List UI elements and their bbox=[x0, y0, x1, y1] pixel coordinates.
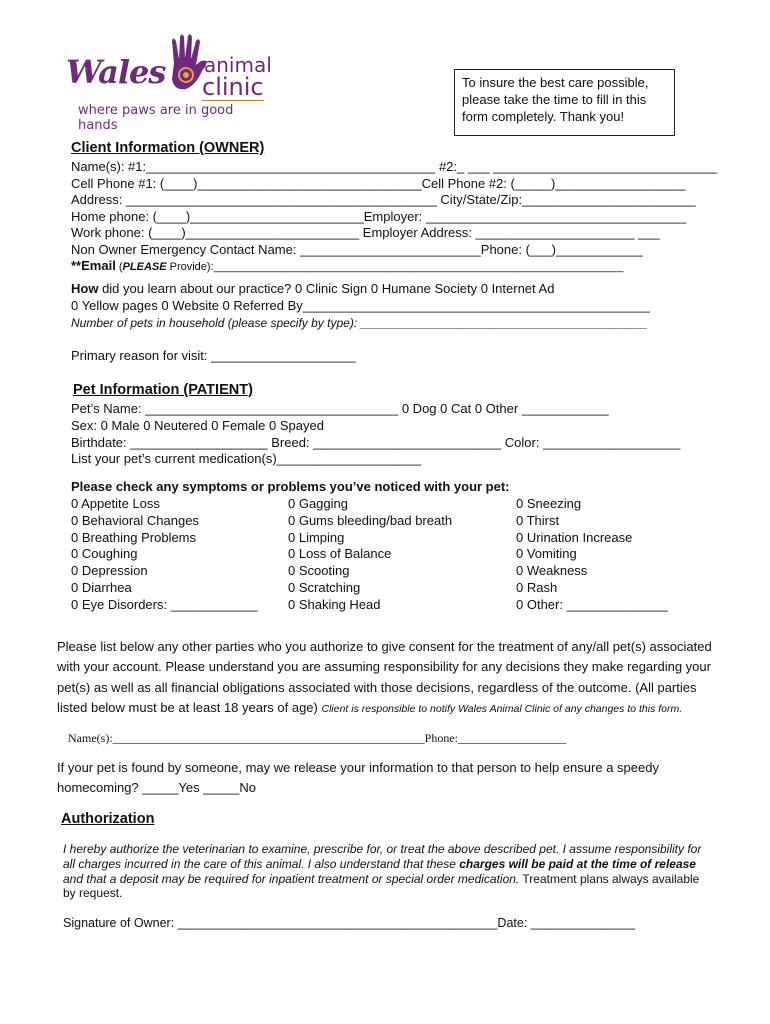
symptom-item[interactable]: 0 Scratching bbox=[288, 579, 361, 595]
email-note-open: ( bbox=[115, 261, 123, 273]
symptom-item[interactable]: 0 Thirst bbox=[516, 512, 560, 528]
instructions-box: To insure the best care possible, please take the time to fill in this form completely. Thank you! bbox=[454, 69, 675, 136]
pet-info-heading: Pet Information (PATIENT) bbox=[73, 382, 253, 398]
clinic-logo bbox=[62, 33, 272, 133]
referral-how: How bbox=[71, 281, 99, 296]
authorization-text-2: and that a deposit may be required for inpatient treatment or special order medication. bbox=[63, 871, 520, 886]
referral-options: did you learn about our practice? 0 Clinic Sign 0 Humane Society 0 Internet Ad bbox=[98, 281, 555, 296]
referral-question[interactable] bbox=[71, 281, 554, 298]
email-note-rest: Provide):___________________________________________________________________ bbox=[166, 261, 624, 273]
symptom-item[interactable]: 0 Weakness bbox=[516, 563, 588, 579]
client-info-heading: Client Information (OWNER) bbox=[71, 140, 265, 156]
emergency-contact-line[interactable]: Non Owner Emergency Contact Name: _________________________Phone: (___)____________ bbox=[71, 241, 643, 257]
symptom-item[interactable]: 0 Eye Disorders: ____________ bbox=[71, 596, 258, 612]
symptom-item[interactable]: 0 Loss of Balance bbox=[288, 546, 392, 562]
logo-clinic-text: clinic bbox=[202, 73, 264, 101]
symptom-item[interactable]: 0 Scooting bbox=[288, 563, 350, 579]
symptom-item[interactable]: 0 Other: ______________ bbox=[516, 596, 668, 612]
logo-tagline: where paws are in good hands bbox=[78, 103, 234, 133]
symptom-item[interactable]: 0 Limping bbox=[288, 529, 345, 545]
email-note-please: PLEASE bbox=[122, 261, 167, 273]
cell-phone-line[interactable]: Cell Phone #1: (____)_______________________________Cell Phone #2: (_____)__________________ bbox=[71, 175, 686, 191]
client-name-line[interactable]: Name(s): #1:________________________________________ #2:_ ___ _______________________________ bbox=[71, 159, 718, 174]
authorized-names-line[interactable]: Name(s):____________________________________________________Phone:__________________ bbox=[68, 731, 566, 745]
pet-medication-line[interactable]: List your pet’s current medication(s)____________________ bbox=[71, 451, 422, 466]
symptom-item[interactable]: 0 Gagging bbox=[288, 496, 348, 511]
symptoms-column-2 bbox=[288, 496, 452, 614]
symptom-item[interactable]: 0 Rash bbox=[516, 579, 558, 595]
symptom-item[interactable]: 0 Sneezing bbox=[516, 496, 582, 511]
symptom-item[interactable]: 0 Urination Increase bbox=[516, 529, 633, 545]
authorized-parties-note: Client is responsible to notify Wales Animal Clinic of any changes to this form. bbox=[321, 703, 683, 716]
symptoms-column-3 bbox=[516, 496, 668, 614]
work-phone-line[interactable]: Work phone: (____)________________________ Employer Address: ______________________ ___ bbox=[71, 225, 660, 240]
symptoms-heading: Please check any symptoms or problems you’ve noticed with your pet: bbox=[71, 479, 510, 494]
authorization-text bbox=[63, 842, 713, 901]
logo-animal-text: animal bbox=[204, 53, 272, 77]
primary-reason-line[interactable]: Primary reason for visit: ____________________ bbox=[71, 348, 356, 363]
symptom-item[interactable]: 0 Shaking Head bbox=[288, 596, 381, 612]
email-line[interactable] bbox=[71, 258, 624, 276]
symptom-item[interactable]: 0 Gums bleeding/bad breath bbox=[288, 512, 453, 528]
referral-options-line[interactable]: 0 Yellow pages 0 Website 0 Referred By________________________________________________ bbox=[71, 298, 650, 313]
symptom-item[interactable]: 0 Appetite Loss bbox=[71, 496, 160, 511]
authorization-text-3: Treatment plans always available by request. bbox=[63, 871, 700, 901]
pet-birthdate-line[interactable]: Birthdate: ___________________ Breed: __________________________ Color: ___________________ bbox=[71, 434, 681, 450]
authorized-parties-text: Please list below any other parties who you authorize to give consent for the treatment of any/all pet(s) associated with your account. Please understand you are assuming responsibility for any decisions they make regarding your pet(s) as well as all financial obligations associated with those decisions, regardless of the outcome. (All parties listed below must be at least 18 years of age) bbox=[57, 639, 712, 716]
logo-wales-text: Wales bbox=[66, 53, 166, 91]
symptom-item[interactable]: 0 Coughing bbox=[71, 546, 138, 562]
pet-sex-line[interactable]: Sex: 0 Male 0 Neutered 0 Female 0 Spayed bbox=[71, 418, 324, 433]
email-label: **Email bbox=[71, 258, 116, 273]
signature-line[interactable]: Signature of Owner: ______________________________________________Date: _______________ bbox=[63, 916, 636, 930]
symptom-item[interactable]: 0 Vomiting bbox=[516, 546, 577, 562]
authorization-heading: Authorization bbox=[61, 811, 155, 827]
authorization-payment-terms: charges will be paid at the time of release bbox=[459, 856, 696, 871]
address-line[interactable]: Address: ___________________________________________ City/State/Zip:________________________ bbox=[71, 192, 696, 207]
symptom-item[interactable]: 0 Breathing Problems bbox=[71, 529, 197, 545]
symptoms-column-1 bbox=[71, 496, 257, 614]
pet-name-line[interactable]: Pet’s Name: ___________________________________ 0 Dog 0 Cat 0 Other ____________ bbox=[71, 401, 609, 416]
symptom-item[interactable]: 0 Diarrhea bbox=[71, 579, 132, 595]
symptom-item[interactable]: 0 Depression bbox=[71, 563, 148, 579]
authorization-text-1: I hereby authorize the veterinarian to examine, prescribe for, or treat the above described pet. I assume responsibility for all charges incurred in the care of this animal. I also understand that these bbox=[63, 842, 702, 871]
found-pet-question[interactable]: If your pet is found by someone, may we release your information to that person to help ensure a speedy homecoming? _____Yes _____No bbox=[57, 760, 659, 795]
pets-count-line[interactable]: Number of pets in household (please specify by type): ___________________________________________ bbox=[71, 316, 648, 330]
home-phone-line[interactable]: Home phone: (____)________________________Employer: ____________________________________ bbox=[71, 208, 687, 224]
symptom-item[interactable]: 0 Behavioral Changes bbox=[71, 512, 199, 528]
authorized-parties-paragraph bbox=[57, 637, 722, 720]
